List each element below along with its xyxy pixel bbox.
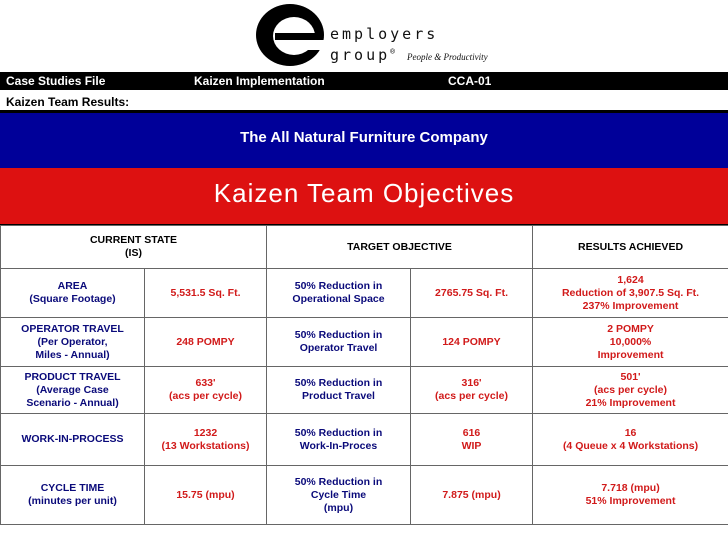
header-current-label: CURRENT STATE (IS): [89, 234, 178, 259]
logo-group-word: group: [330, 46, 391, 64]
current-value-cell: 5,531.5 Sq. Ft.: [145, 269, 267, 318]
team-results-label: Kaizen Team Results:: [6, 95, 130, 109]
target-value-cell: 316' (acs per cycle): [411, 367, 533, 414]
goal-cell: 50% Reduction in Operational Space: [267, 269, 411, 318]
document-header-bar: [0, 72, 728, 90]
objectives-banner: [0, 168, 728, 226]
metric-cell: PRODUCT TRAVEL (Average Case Scenario - Annual): [1, 367, 145, 414]
result-cell: 501' (acs per cycle) 21% Improvement: [533, 367, 728, 414]
table-row: [1, 414, 728, 466]
logo-tagline: People & Productivity: [407, 52, 488, 62]
result-cell: 7.718 (mpu) 51% Improvement: [533, 466, 728, 525]
table-row: [1, 466, 728, 525]
logo-wordmark: [330, 26, 488, 66]
goal-cell: 50% Reduction in Product Travel: [267, 367, 411, 414]
logo-line-1: employers: [330, 25, 439, 43]
current-value-cell: 633' (acs per cycle): [145, 367, 267, 414]
company-banner: [0, 110, 728, 169]
header-code: CCA-01: [448, 74, 492, 88]
header-topic: Kaizen Implementation: [194, 74, 325, 88]
current-value-cell: 1232 (13 Workstations): [145, 414, 267, 466]
table-row: [1, 318, 728, 367]
kaizen-results-table: [0, 225, 728, 525]
header-target-objective: TARGET OBJECTIVE: [267, 226, 533, 269]
target-value-cell: 7.875 (mpu): [411, 466, 533, 525]
table-header-row: [1, 226, 728, 269]
current-value-cell: 15.75 (mpu): [145, 466, 267, 525]
logo-line-2: group® People & Productivity: [330, 46, 488, 64]
company-name: The All Natural Furniture Company: [240, 129, 488, 146]
target-value-cell: 2765.75 Sq. Ft.: [411, 269, 533, 318]
result-cell: 16 (4 Queue x 4 Workstations): [533, 414, 728, 466]
current-value-cell: 248 POMPY: [145, 318, 267, 367]
table-row: [1, 367, 728, 414]
target-value-cell: 124 POMPY: [411, 318, 533, 367]
objectives-title: Kaizen Team Objectives: [213, 178, 515, 208]
header-current-state: [1, 226, 267, 269]
result-cell: 1,624 Reduction of 3,907.5 Sq. Ft. 237% Improvement: [533, 269, 728, 318]
goal-cell: 50% Reduction in Operator Travel: [267, 318, 411, 367]
metric-cell: WORK-IN-PROCESS: [1, 414, 145, 466]
header-file: Case Studies File: [6, 74, 106, 88]
goal-cell: 50% Reduction in Work-In-Proces: [267, 414, 411, 466]
metric-cell: CYCLE TIME (minutes per unit): [1, 466, 145, 525]
metric-cell: AREA (Square Footage): [1, 269, 145, 318]
header-results-achieved: RESULTS ACHIEVED: [533, 226, 728, 269]
goal-cell: 50% Reduction in Cycle Time (mpu): [267, 466, 411, 525]
metric-cell: OPERATOR TRAVEL (Per Operator, Miles - Annual): [1, 318, 145, 367]
table-row: [1, 269, 728, 318]
target-value-cell: 616 WIP: [411, 414, 533, 466]
result-cell: 2 POMPY 10,000% Improvement: [533, 318, 728, 367]
